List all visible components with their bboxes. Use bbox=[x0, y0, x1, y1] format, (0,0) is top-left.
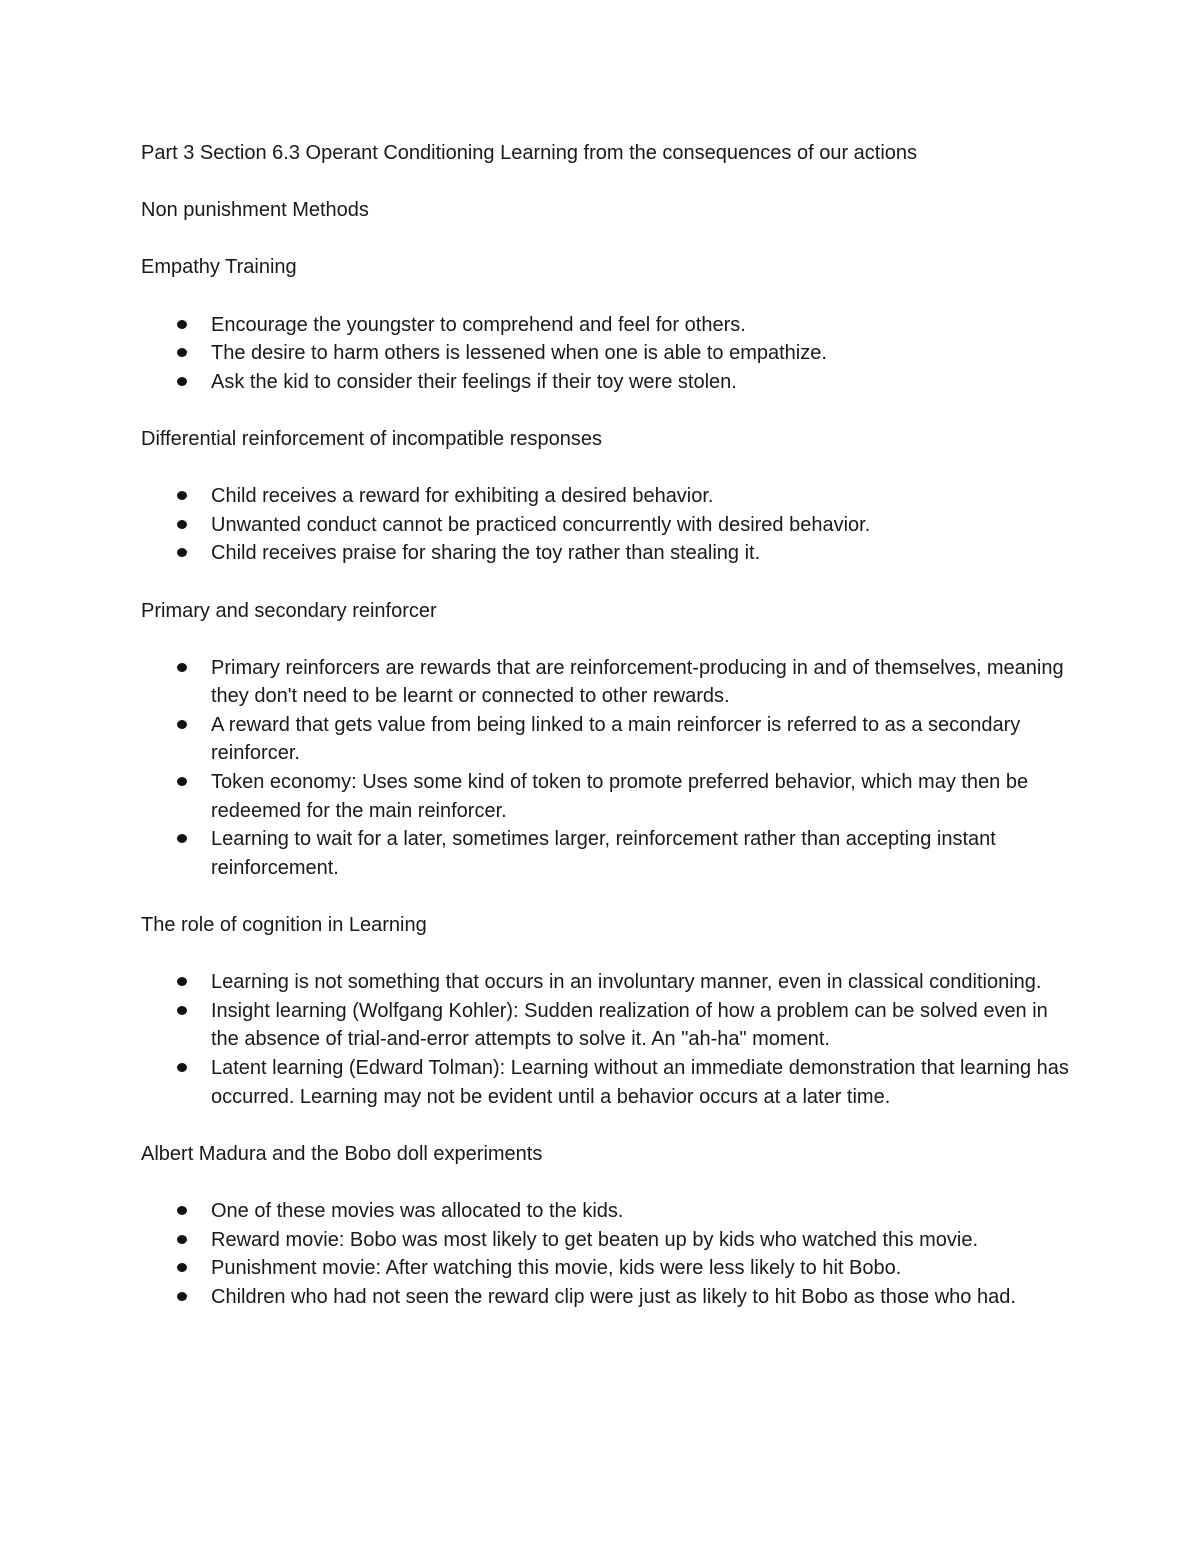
intro-heading: Non punishment Methods bbox=[141, 199, 369, 222]
section-heading-role-of-cognition: The role of cognition in Learning bbox=[141, 914, 427, 937]
document-title: Part 3 Section 6.3 Operant Conditioning Learning from the consequences of our actions bbox=[141, 142, 918, 164]
bullet-icon bbox=[177, 348, 187, 357]
bullet-icon bbox=[177, 1006, 187, 1015]
list-item bbox=[211, 968, 1071, 997]
list-item bbox=[211, 339, 1071, 368]
list-item-text: Encourage the youngster to comprehend and feel for others. bbox=[211, 313, 746, 336]
bullet-icon bbox=[177, 520, 187, 529]
bullet-list-primary-secondary-reinforcer bbox=[141, 654, 1071, 883]
bullet-icon bbox=[177, 777, 187, 786]
section-heading-empathy-training: Empathy Training bbox=[141, 256, 297, 279]
list-item-text: Learning to wait for a later, sometimes larger, reinforcement rather than accepting instant reinforcement. bbox=[211, 828, 996, 879]
bullet-icon bbox=[177, 1263, 187, 1272]
bullet-icon bbox=[177, 377, 187, 386]
list-item-text: Unwanted conduct cannot be practiced concurrently with desired behavior. bbox=[211, 513, 871, 536]
section-heading-bobo-doll: Albert Madura and the Bobo doll experiments bbox=[141, 1142, 543, 1165]
list-item-text: Primary reinforcers are rewards that are reinforcement-producing in and of themselves, meaning they don't need to be learnt or connected to other rewards. bbox=[211, 656, 1064, 708]
list-item bbox=[211, 825, 1071, 882]
document-body bbox=[141, 139, 1071, 1340]
section-heading-differential-reinforcement: Differential reinforcement of incompatible responses bbox=[141, 427, 602, 450]
list-item-text: One of these movies was allocated to the kids. bbox=[211, 1199, 624, 1222]
list-item bbox=[211, 1283, 1071, 1312]
bullet-icon bbox=[177, 663, 187, 672]
bullet-icon bbox=[177, 1063, 187, 1072]
list-item-text: Ask the kid to consider their feelings if their toy were stolen. bbox=[211, 370, 737, 393]
bullet-list-empathy-training bbox=[141, 311, 1071, 397]
bullet-icon bbox=[177, 548, 187, 557]
list-item bbox=[211, 711, 1071, 768]
list-item-text: Token economy: Uses some kind of token to promote preferred behavior, which may then be redeemed for the main reinforcer. bbox=[211, 771, 1029, 822]
list-item bbox=[211, 1054, 1071, 1111]
list-item-text: The desire to harm others is lessened when one is able to empathize. bbox=[211, 342, 827, 365]
list-item bbox=[211, 1197, 1071, 1226]
bullet-icon bbox=[177, 834, 187, 843]
list-item bbox=[211, 1226, 1071, 1255]
list-item-text: A reward that gets value from being linked to a main reinforcer is referred to as a secondary reinforcer. bbox=[211, 713, 1021, 765]
bullet-list-differential-reinforcement bbox=[141, 482, 1071, 568]
list-item bbox=[211, 1254, 1071, 1283]
bullet-icon bbox=[177, 491, 187, 500]
bullet-icon bbox=[177, 1206, 187, 1215]
bullet-list-bobo-doll bbox=[141, 1197, 1071, 1311]
list-item bbox=[211, 997, 1071, 1054]
bullet-icon bbox=[177, 320, 187, 329]
list-item-text: Child receives a reward for exhibiting a desired behavior. bbox=[211, 485, 714, 508]
list-item-text: Learning is not something that occurs in an involuntary manner, even in classical conditioning. bbox=[211, 971, 1042, 994]
list-item-text: Reward movie: Bobo was most likely to get beaten up by kids who watched this movie. bbox=[211, 1228, 979, 1251]
list-item-text: Punishment movie: After watching this movie, kids were less likely to hit Bobo. bbox=[211, 1257, 902, 1280]
section-heading-primary-secondary-reinforcer: Primary and secondary reinforcer bbox=[141, 599, 437, 622]
list-item bbox=[211, 511, 1071, 540]
list-item bbox=[211, 539, 1071, 568]
bullet-list-role-of-cognition bbox=[141, 968, 1071, 1111]
bullet-icon bbox=[177, 1292, 187, 1301]
bullet-icon bbox=[177, 977, 187, 986]
list-item bbox=[211, 482, 1071, 511]
list-item-text: Latent learning (Edward Tolman): Learning without an immediate demonstration that learning has occurred. Learning may not be evident until a behavior occurs at a later time. bbox=[211, 1057, 1069, 1108]
list-item bbox=[211, 654, 1071, 711]
bullet-icon bbox=[177, 720, 187, 729]
list-item bbox=[211, 311, 1071, 340]
list-item-text: Children who had not seen the reward clip were just as likely to hit Bobo as those who had. bbox=[211, 1285, 1016, 1308]
bullet-icon bbox=[177, 1235, 187, 1244]
list-item bbox=[211, 768, 1071, 825]
list-item-text: Child receives praise for sharing the toy rather than stealing it. bbox=[211, 542, 761, 565]
list-item bbox=[211, 368, 1071, 397]
list-item-text: Insight learning (Wolfgang Kohler): Sudden realization of how a problem can be solved even in the absence of trial-and-error attempts to solve it. An "ah-ha" moment. bbox=[211, 999, 1048, 1051]
